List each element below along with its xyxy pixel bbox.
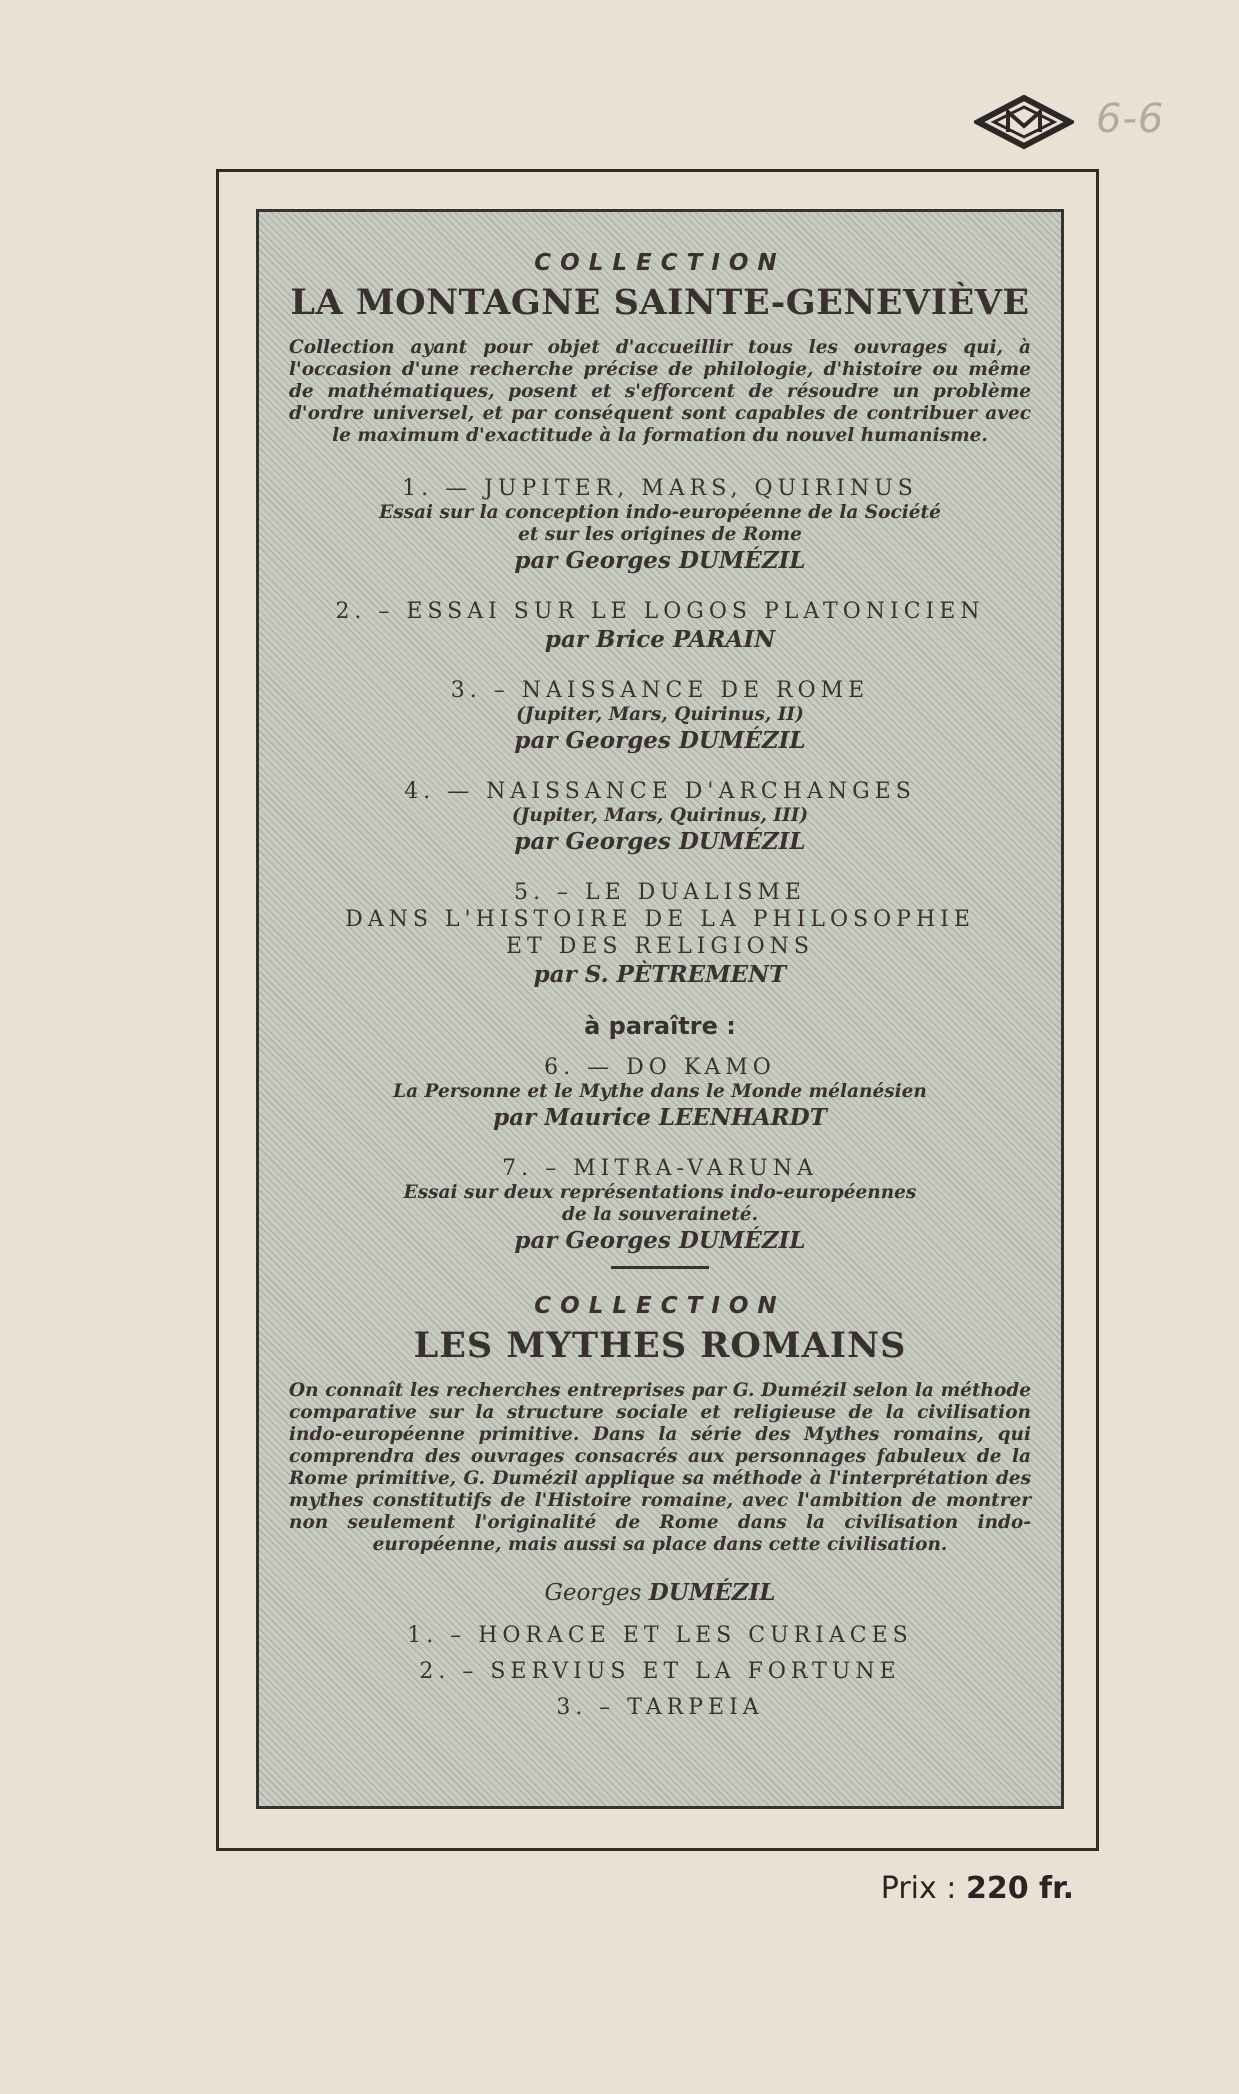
book-7 — [289, 1155, 1031, 1256]
price-colon: : — [946, 1871, 957, 1906]
book-5 — [289, 879, 1031, 990]
book-6 — [289, 1054, 1031, 1133]
collection-2 — [289, 1293, 1031, 1726]
collection-2-title: LES MYTHES ROMAINS — [413, 1325, 907, 1366]
collection-2-description: On connaît les recherches entreprises par G. Dumézil selon la méthode comparative sur la structure sociale et religieuse de la civilisation indo-européenne primitive. Dans la série des Mythes romains, qui comprendra des ouvrages consacrés aux personnages fabuleux de la Rome primitive, G. Dumézil applique sa méthode à l'interprétation des mythes constitutifs de l'Histoire romaine, avec l'ambition de montrer non seulement l'originalité de Rome dans la civilisation indo-européenne, mais aussi sa place dans cette civilisation. — [289, 1380, 1031, 1555]
book-title: 5. – LE DUALISME — [514, 880, 806, 905]
book-author: par Maurice LEENHARDT — [493, 1104, 827, 1131]
book-author: par S. PÈTREMENT — [533, 961, 787, 988]
price-value: 220 fr. — [965, 1871, 1074, 1906]
book-subtitle: Essai sur deux représentations indo-européennes — [403, 1182, 917, 1203]
book-1 — [289, 475, 1031, 576]
pencil-note: 6-6 — [1096, 96, 1165, 142]
collection-2-label: COLLECTION — [534, 1293, 786, 1319]
author-first-name: Georges — [544, 1580, 642, 1606]
price — [881, 1871, 1074, 1906]
collection-2-author — [289, 1578, 1031, 1608]
upcoming-label: à paraître : — [584, 1012, 736, 1040]
price-label: Prix — [880, 1871, 937, 1906]
book-subtitle: et sur les origines de Rome — [518, 524, 802, 545]
book-title: 2. – ESSAI SUR LE LOGOS PLATONICIEN — [335, 599, 985, 624]
book-title: 3. – NAISSANCE DE ROME — [450, 678, 870, 703]
book-subtitle: Essai sur la conception indo-européenne de la Société — [379, 502, 941, 523]
book-2 — [289, 598, 1031, 655]
section-divider — [611, 1266, 709, 1269]
book-3 — [289, 677, 1031, 756]
book-subtitle: La Personne et le Mythe dans le Monde mélanésien — [393, 1081, 927, 1102]
book-4 — [289, 778, 1031, 857]
book-subtitle: de la souveraineté. — [561, 1204, 759, 1225]
book-author: par Georges DUMÉZIL — [514, 727, 806, 754]
book-author: par Brice PARAIN — [544, 626, 776, 653]
book-title: 7. – MITRA-VARUNA — [502, 1156, 818, 1181]
publisher-logo-icon — [974, 94, 1074, 150]
book-title: DANS L'HISTOIRE DE LA PHILOSOPHIE — [345, 907, 975, 932]
author-last-name: DUMÉZIL — [648, 1579, 776, 1606]
book-author: par Georges DUMÉZIL — [514, 547, 806, 574]
collection-1-description: Collection ayant pour objet d'accueillir tous les ouvrages qui, à l'occasion d'une recherche précise de philologie, d'histoire ou même de mathématiques, posent et s'efforcent de résoudre un problème d'ordre universel, et par conséquent sont capables de contribuer avec le maximum d'exactitude à la formation du nouvel humanisme. — [289, 337, 1031, 446]
collection-1-label: COLLECTION — [534, 250, 786, 276]
collection-1-title: LA MONTAGNE SAINTE-GENEVIÈVE — [290, 282, 1030, 323]
book-title: 4. — NAISSANCE D'ARCHANGES — [404, 779, 916, 804]
myth-book: 2. – SERVIUS ET LA FORTUNE — [419, 1659, 901, 1684]
book-author: par Georges DUMÉZIL — [514, 828, 806, 855]
book-title: 1. — JUPITER, MARS, QUIRINUS — [402, 476, 918, 501]
book-author: par Georges DUMÉZIL — [514, 1227, 806, 1254]
collection-1 — [289, 250, 1031, 1256]
myth-book: 3. – TARPEIA — [556, 1695, 764, 1720]
book-title: 6. — DO KAMO — [544, 1055, 776, 1080]
catalog-panel — [256, 209, 1064, 1809]
myth-book: 1. – HORACE ET LES CURIACES — [407, 1623, 913, 1648]
book-subtitle: (Jupiter, Mars, Quirinus, III) — [511, 805, 809, 826]
book-title: ET DES RELIGIONS — [505, 934, 815, 959]
book-subtitle: (Jupiter, Mars, Quirinus, II) — [516, 704, 804, 725]
